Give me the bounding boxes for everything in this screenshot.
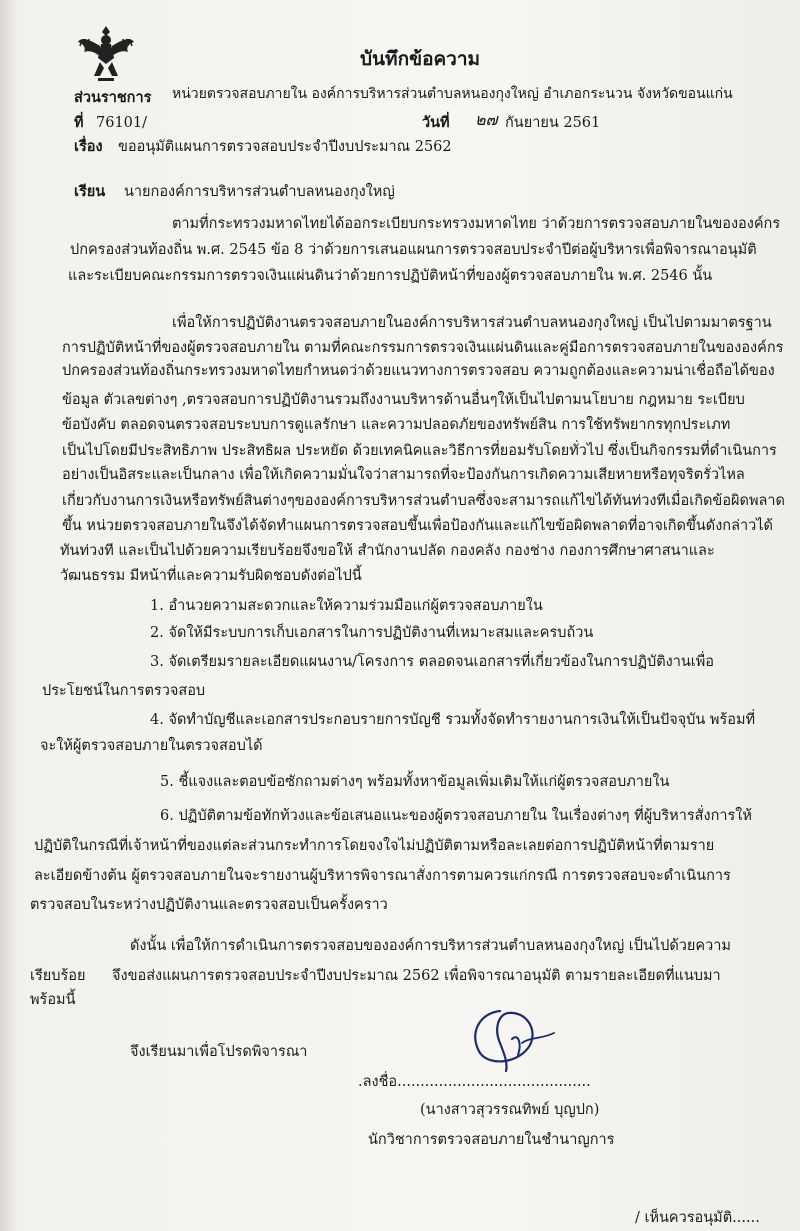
garuda-emblem-icon bbox=[74, 22, 138, 86]
p2-line: ข้อมูล ตัวเลขต่างๆ ,ตรวจสอบการปฏิบัติงานรวมถึงงานบริหารด้านอื่นๆให้เป็นไปตามนโยบาย กฎหมาย ระเบียบ bbox=[62, 392, 745, 408]
footer-note: / เห็นควรอนุมัติ...... bbox=[635, 1210, 760, 1226]
list-item-6-cont: ละเอียดข้างต้น ผู้ตรวจสอบภายในจะรายงานผู้บริหารพิจารณาสั่งการตามควรแก่กรณี การตรวจสอบจะดำเนินการ bbox=[34, 868, 731, 884]
agency-value: หน่วยตรวจสอบภายใน องค์การบริหารส่วนตำบลหนองกุงใหญ่ อำเภอกระนวน จังหวัดขอนแก่น bbox=[172, 86, 733, 102]
list-item-5: 5. ชี้แจงและตอบข้อซักถามต่างๆ พร้อมทั้งหาข้อมูลเพิ่มเติมให้แก่ผู้ตรวจสอบภายใน bbox=[160, 774, 670, 790]
p1-line: และระเบียบคณะกรรมการตรวจเงินแผ่นดินว่าด้วยการปฏิบัติหน้าที่ของผู้ตรวจสอบภายใน พ.ศ. 2546 นั้น bbox=[68, 268, 713, 284]
conclusion-line-2a: เรียบร้อย bbox=[30, 968, 86, 984]
date-label: วันที่ bbox=[422, 114, 450, 131]
signer-name: (นางสาวสุวรรณทิพย์ บุญปก) bbox=[420, 1102, 600, 1118]
conclusion-line-1: ดังนั้น เพื่อให้การดำเนินการตรวจสอบขององค์การบริหารส่วนตำบลหนองกุงใหญ่ เป็นไปด้วยความ bbox=[130, 938, 731, 954]
p2-line: การปฏิบัติหน้าที่ของผู้ตรวจสอบภายใน ตามที่คณะกรรมการตรวจเงินแผ่นดินและคู่มือการตรวจสอบภายในขององค์กร bbox=[62, 340, 784, 356]
ref-label: ที่ bbox=[74, 114, 84, 131]
p2-line: เป็นไปโดยมีประสิทธิภาพ ประสิทธิผล ประหยัด ด้วยเทคนิคและวิธีการที่ยอมรับโดยทั่วไป ซึ่งเป็นกิจกรรมที่ดำเนินการ bbox=[62, 443, 777, 459]
p2-line: ทันท่วงที และเป็นไปด้วยความเรียบร้อยจึงขอให้ สำนักงานปลัด กองคลัง กองช่าง กองการศึกษาศาสนาและ bbox=[60, 543, 715, 559]
p1-line: ตามที่กระทรวงมหาดไทยได้ออกระเบียบกระทรวงมหาดไทย ว่าด้วยการตรวจสอบภายในขององค์กร bbox=[172, 216, 781, 232]
to-label: เรียน bbox=[74, 183, 106, 200]
conclusion-line-2b: จึงขอส่งแผนการตรวจสอบประจำปีงบประมาณ 2562 เพื่อพิจารณาอนุมัติ ตามรายละเอียดที่แนบมา bbox=[112, 968, 721, 984]
signature-icon bbox=[460, 1003, 560, 1073]
list-item-3: 3. จัดเตรียมรายละเอียดแผนงาน/โครงการ ตลอดจนเอกสารที่เกี่ยวข้องในการปฏิบัติงานเพื่อ bbox=[150, 654, 715, 670]
ref-value: 76101/ bbox=[96, 115, 148, 131]
p2-line: ข้อบังคับ ตลอดจนตรวจสอบระบบการดูแลรักษา และความปลอดภัยของทรัพย์สิน การใช้ทรัพยากรทุกประเภท bbox=[62, 417, 731, 433]
list-item-6: 6. ปฏิบัติตามข้อทักท้วงและข้อเสนอแนะของผู้ตรวจสอบภายใน ในเรื่องต่างๆ ที่ผู้บริหารสั่งการให้ bbox=[160, 808, 752, 824]
subject-value: ขออนุมัติแผนการตรวจสอบประจำปีงบประมาณ 2562 bbox=[118, 139, 452, 155]
p2-line: เพื่อให้การปฏิบัติงานตรวจสอบภายในองค์การบริหารส่วนตำบลหนองกุงใหญ่ เป็นไปตามมาตรฐาน bbox=[172, 315, 772, 331]
p2-line: ปกครองส่วนท้องถิ่นกระทรวงมหาดไทยกำหนดว่าด้วยแนวทางการตรวจสอบ ความถูกต้องและความน่าเชื่อถือได้ของ bbox=[62, 363, 775, 379]
signer-position: นักวิชาการตรวจสอบภายในชำนาญการ bbox=[368, 1132, 615, 1148]
list-item-6-cont: ตรวจสอบในระหว่างปฏิบัติงานและตรวจสอบเป็นครั้งคราว bbox=[30, 897, 388, 913]
list-item-4: 4. จัดทำบัญชีและเอกสารประกอบรายการบัญชี รวมทั้งจัดทำรายงานการเงินให้เป็นปัจจุบัน พร้อมที่ bbox=[150, 712, 756, 728]
list-item-1: 1. อำนวยความสะดวกและให้ความร่วมมือแก่ผู้ตรวจสอบภายใน bbox=[150, 598, 543, 614]
p2-line: ขึ้น หน่วยตรวจสอบภายในจึงได้จัดทำแผนการตรวจสอบขึ้นเพื่อป้องกันและแก้ไขข้อผิดพลาดที่อาจเกิดขึ้นดังกล่าวได้ bbox=[62, 518, 773, 534]
p2-line: วัฒนธรรม มีหน้าที่และความรับผิดชอบดังต่อไปนี้ bbox=[60, 568, 362, 584]
subject-label: เรื่อง bbox=[74, 138, 103, 155]
sign-line: .ลงชื่อ.......................................... bbox=[358, 1074, 591, 1090]
list-item-2: 2. จัดให้มีระบบการเก็บเอกสารในการปฏิบัติงานที่เหมาะสมและครบถ้วน bbox=[150, 625, 594, 641]
p2-line: อย่างเป็นอิสระและเป็นกลาง เพื่อให้เกิดความมั่นใจว่าสามารถที่จะป้องกันการเกิดความเสียหายหรือทุจริตรั่วไหล bbox=[62, 467, 745, 483]
list-item-6-cont: ปฏิบัติในกรณีที่เจ้าหน้าที่ของแต่ละส่วนกระทำการโดยจงใจไม่ปฏิบัติตามหรือละเลยต่อการปฏิบัติหน้าที่ตามราย bbox=[34, 838, 715, 854]
memo-title: บันทึกข้อความ bbox=[360, 48, 481, 70]
closing-salutation: จึงเรียนมาเพื่อโปรดพิจารณา bbox=[130, 1044, 308, 1060]
list-item-3-cont: ประโยชน์ในการตรวจสอบ bbox=[42, 683, 206, 699]
date-day: ๒๗ bbox=[475, 110, 498, 129]
p2-line: เกี่ยวกับงานการเงินหรือทรัพย์สินต่างๆขององค์การบริหารส่วนตำบลซึ่งจะสามารถแก้ไขได้ทันท่วงทีเมื่อเกิดข้อผิดพลาด bbox=[62, 493, 785, 509]
date-rest: กันยายน 2561 bbox=[505, 115, 601, 131]
conclusion-line-3: พร้อมนี้ bbox=[30, 992, 76, 1008]
to-value: นายกองค์การบริหารส่วนตำบลหนองกุงใหญ่ bbox=[124, 184, 395, 200]
list-item-4-cont: จะให้ผู้ตรวจสอบภายในตรวจสอบได้ bbox=[40, 738, 263, 754]
p1-line: ปกครองส่วนท้องถิ่น พ.ศ. 2545 ข้อ 8 ว่าด้วยการเสนอแผนการตรวจสอบประจำปีต่อผู้บริหารเพื่อพิจารณาอนุมัติ bbox=[70, 242, 757, 258]
agency-label: ส่วนราชการ bbox=[74, 89, 152, 106]
